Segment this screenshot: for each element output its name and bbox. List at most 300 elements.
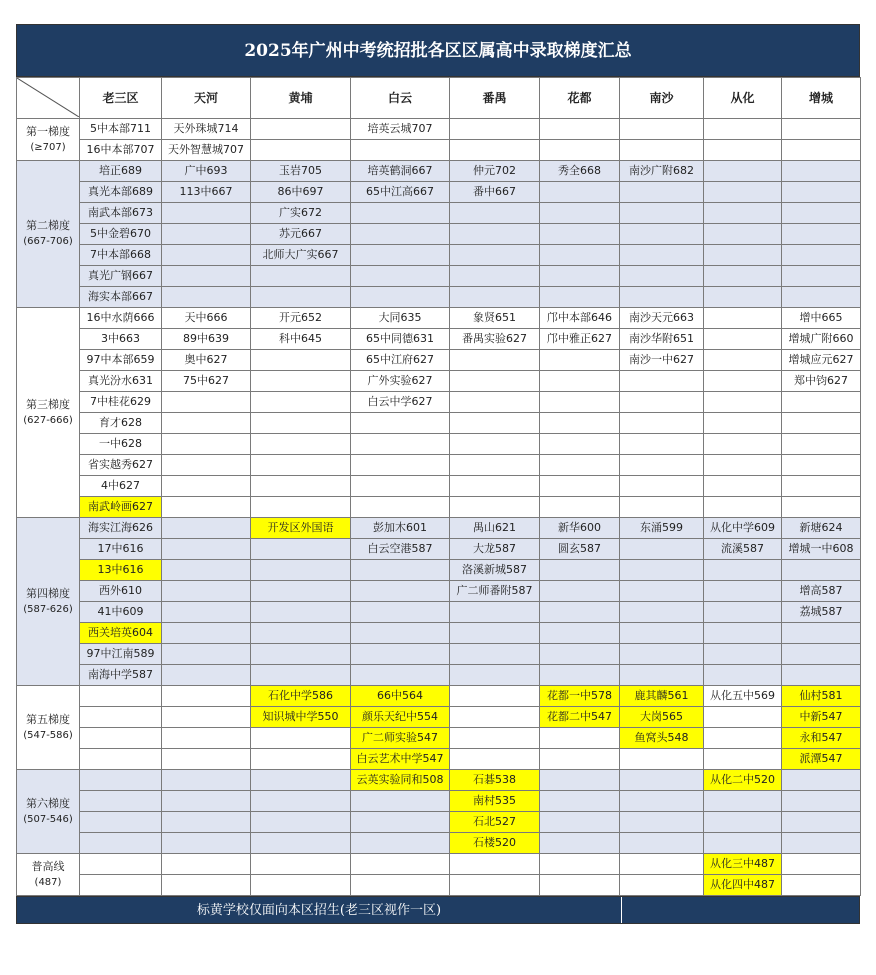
school-cell: 彭加木601 <box>351 518 450 539</box>
school-cell <box>782 119 861 140</box>
school-cell: 75中627 <box>162 371 251 392</box>
school-cell <box>540 287 620 308</box>
school-cell: 5中金碧670 <box>80 224 162 245</box>
school-cell <box>450 350 540 371</box>
school-cell <box>540 833 620 854</box>
school-cell <box>450 623 540 644</box>
school-cell <box>540 728 620 749</box>
school-cell <box>80 707 162 728</box>
table-row <box>17 686 861 707</box>
school-cell: 仙村581 <box>782 686 861 707</box>
school-cell: 郑中钧627 <box>782 371 861 392</box>
school-cell <box>450 224 540 245</box>
footer-divider <box>621 897 622 923</box>
school-cell <box>620 413 704 434</box>
school-cell <box>540 266 620 287</box>
school-cell <box>162 686 251 707</box>
school-cell: 天外珠城714 <box>162 119 251 140</box>
school-cell <box>704 203 782 224</box>
school-cell: 增中665 <box>782 308 861 329</box>
school-cell: 知识城中学550 <box>251 707 351 728</box>
table-row <box>17 203 861 224</box>
school-cell <box>251 791 351 812</box>
school-cell <box>540 392 620 413</box>
school-cell: 开元652 <box>251 308 351 329</box>
school-cell: 南海中学587 <box>80 665 162 686</box>
school-cell <box>782 245 861 266</box>
school-cell <box>251 266 351 287</box>
school-cell <box>80 875 162 896</box>
school-cell <box>450 854 540 875</box>
school-cell <box>162 497 251 518</box>
school-cell <box>620 224 704 245</box>
school-cell: 培英云城707 <box>351 119 450 140</box>
school-cell <box>162 728 251 749</box>
school-cell <box>704 455 782 476</box>
school-cell <box>80 770 162 791</box>
school-cell <box>620 854 704 875</box>
school-cell <box>450 497 540 518</box>
school-cell <box>704 350 782 371</box>
school-cell <box>540 602 620 623</box>
school-cell <box>704 224 782 245</box>
school-cell <box>251 392 351 413</box>
tier-name: 第三梯度 <box>26 397 70 411</box>
school-cell: 西关培英604 <box>80 623 162 644</box>
school-cell <box>782 644 861 665</box>
tier-range: (547-586) <box>23 729 73 741</box>
school-cell <box>351 602 450 623</box>
school-cell <box>450 392 540 413</box>
school-cell <box>450 245 540 266</box>
table-row <box>17 665 861 686</box>
school-cell <box>251 413 351 434</box>
table-row <box>17 623 861 644</box>
school-cell: 增高587 <box>782 581 861 602</box>
school-cell: 一中628 <box>80 434 162 455</box>
school-cell <box>620 392 704 413</box>
school-cell <box>351 497 450 518</box>
school-cell: 7中桂花629 <box>80 392 162 413</box>
table-row <box>17 518 861 539</box>
school-cell <box>351 854 450 875</box>
district-header: 天河 <box>162 78 251 119</box>
district-header: 白云 <box>351 78 450 119</box>
table-row <box>17 749 861 770</box>
school-cell <box>782 455 861 476</box>
school-cell <box>620 749 704 770</box>
summary-sheet <box>16 24 860 924</box>
tier-name: 第六梯度 <box>26 796 70 810</box>
school-cell: 16中水荫666 <box>80 308 162 329</box>
school-cell <box>351 560 450 581</box>
school-cell <box>351 455 450 476</box>
school-cell <box>620 434 704 455</box>
school-cell <box>704 644 782 665</box>
table-row <box>17 119 861 140</box>
school-cell <box>162 854 251 875</box>
school-cell <box>704 119 782 140</box>
school-cell <box>620 602 704 623</box>
school-cell: 石楼520 <box>450 833 540 854</box>
tier-name: 第二梯度 <box>26 219 70 232</box>
school-cell: 培英鹤洞667 <box>351 161 450 182</box>
school-cell <box>162 623 251 644</box>
school-cell <box>620 497 704 518</box>
school-cell: 培正689 <box>80 161 162 182</box>
tier-label <box>17 308 80 518</box>
school-cell <box>450 602 540 623</box>
footer-note <box>16 896 860 924</box>
school-cell <box>704 476 782 497</box>
school-cell: 玉岩705 <box>251 161 351 182</box>
school-cell <box>704 329 782 350</box>
table-row <box>17 497 861 518</box>
school-cell <box>782 812 861 833</box>
school-cell <box>620 539 704 560</box>
school-cell <box>80 791 162 812</box>
table-row <box>17 308 861 329</box>
school-cell <box>351 644 450 665</box>
district-header: 南沙 <box>620 78 704 119</box>
school-cell <box>162 791 251 812</box>
school-cell: 白云空港587 <box>351 539 450 560</box>
school-cell <box>620 791 704 812</box>
school-cell: 海实本部667 <box>80 287 162 308</box>
school-cell: 113中667 <box>162 182 251 203</box>
school-cell <box>620 665 704 686</box>
school-cell <box>450 686 540 707</box>
school-cell <box>704 560 782 581</box>
school-cell <box>450 749 540 770</box>
school-cell <box>351 623 450 644</box>
school-cell <box>251 854 351 875</box>
school-cell <box>620 644 704 665</box>
school-cell <box>620 875 704 896</box>
school-cell: 从化三中487 <box>704 854 782 875</box>
school-cell: 秀全668 <box>540 161 620 182</box>
school-cell <box>251 833 351 854</box>
table-row <box>17 812 861 833</box>
school-cell <box>162 812 251 833</box>
school-cell: 16中本部707 <box>80 140 162 161</box>
school-cell <box>782 833 861 854</box>
school-cell: 13中616 <box>80 560 162 581</box>
school-cell <box>540 644 620 665</box>
school-cell <box>782 266 861 287</box>
school-cell <box>162 518 251 539</box>
school-cell: 圆玄587 <box>540 539 620 560</box>
table-row <box>17 707 861 728</box>
school-cell <box>162 875 251 896</box>
school-cell: 广中693 <box>162 161 251 182</box>
school-cell <box>162 413 251 434</box>
table-row <box>17 350 861 371</box>
school-cell: 流溪587 <box>704 539 782 560</box>
school-cell: 苏元667 <box>251 224 351 245</box>
table-row <box>17 413 861 434</box>
table-row <box>17 581 861 602</box>
school-cell: 中新547 <box>782 707 861 728</box>
school-cell <box>351 581 450 602</box>
school-cell <box>704 434 782 455</box>
school-cell <box>351 203 450 224</box>
school-cell: 南沙华附651 <box>620 329 704 350</box>
school-cell <box>704 749 782 770</box>
school-cell: 省实越秀627 <box>80 455 162 476</box>
school-cell <box>162 665 251 686</box>
school-cell: 番禺实验627 <box>450 329 540 350</box>
school-cell <box>782 770 861 791</box>
school-cell <box>540 560 620 581</box>
school-cell <box>782 875 861 896</box>
school-cell: 新塘624 <box>782 518 861 539</box>
school-cell: 象贤651 <box>450 308 540 329</box>
school-cell <box>782 287 861 308</box>
table-row <box>17 539 861 560</box>
school-cell <box>351 266 450 287</box>
school-cell: 鹿其麟561 <box>620 686 704 707</box>
school-cell <box>351 476 450 497</box>
table-row <box>17 476 861 497</box>
school-cell <box>704 707 782 728</box>
school-cell <box>162 602 251 623</box>
school-cell <box>162 539 251 560</box>
school-cell <box>704 413 782 434</box>
school-cell <box>540 812 620 833</box>
school-cell <box>251 434 351 455</box>
school-cell <box>251 287 351 308</box>
school-cell <box>620 287 704 308</box>
tier-name: 第一梯度 <box>26 124 70 138</box>
tier-label <box>17 119 80 161</box>
school-cell: 荔城587 <box>782 602 861 623</box>
school-cell <box>162 707 251 728</box>
school-cell <box>620 140 704 161</box>
school-cell: 65中江府627 <box>351 350 450 371</box>
school-cell: 开发区外国语 <box>251 518 351 539</box>
school-cell <box>251 140 351 161</box>
school-cell <box>162 224 251 245</box>
school-cell: 65中江高667 <box>351 182 450 203</box>
school-cell <box>782 392 861 413</box>
school-cell <box>162 455 251 476</box>
school-cell: 5中本部711 <box>80 119 162 140</box>
district-header: 黄埔 <box>251 78 351 119</box>
school-cell: 4中627 <box>80 476 162 497</box>
school-cell <box>540 434 620 455</box>
school-cell <box>704 497 782 518</box>
table-row <box>17 287 861 308</box>
tier-range: (507-546) <box>23 813 73 825</box>
school-cell <box>540 140 620 161</box>
school-cell <box>251 560 351 581</box>
school-cell <box>704 245 782 266</box>
table-row <box>17 371 861 392</box>
school-cell <box>251 749 351 770</box>
school-cell: 大岗565 <box>620 707 704 728</box>
school-cell <box>620 770 704 791</box>
school-cell: 从化四中487 <box>704 875 782 896</box>
school-cell: 花都二中547 <box>540 707 620 728</box>
school-cell <box>162 266 251 287</box>
school-cell <box>620 476 704 497</box>
school-cell <box>782 203 861 224</box>
school-cell: 65中同德631 <box>351 329 450 350</box>
school-cell <box>540 350 620 371</box>
school-cell <box>351 833 450 854</box>
school-cell: 89中639 <box>162 329 251 350</box>
district-header: 番禺 <box>450 78 540 119</box>
school-cell <box>162 434 251 455</box>
school-cell: 西外610 <box>80 581 162 602</box>
school-cell <box>782 434 861 455</box>
school-cell: 大同635 <box>351 308 450 329</box>
table-row <box>17 602 861 623</box>
school-cell <box>782 182 861 203</box>
school-cell <box>620 245 704 266</box>
school-cell <box>351 287 450 308</box>
school-cell: 禺山621 <box>450 518 540 539</box>
school-cell: 真光广钢667 <box>80 266 162 287</box>
school-cell <box>162 749 251 770</box>
school-cell <box>620 560 704 581</box>
school-cell <box>540 581 620 602</box>
school-cell <box>620 119 704 140</box>
school-cell <box>450 476 540 497</box>
school-cell: 从化五中569 <box>704 686 782 707</box>
school-cell <box>251 119 351 140</box>
school-cell <box>251 875 351 896</box>
school-cell <box>704 791 782 812</box>
school-cell <box>450 287 540 308</box>
corner-cell <box>17 78 80 119</box>
school-cell: 鱼窝头548 <box>620 728 704 749</box>
table-row <box>17 266 861 287</box>
school-cell <box>450 455 540 476</box>
school-cell <box>80 686 162 707</box>
school-cell: 南武本部673 <box>80 203 162 224</box>
school-cell: 新华600 <box>540 518 620 539</box>
school-cell <box>351 245 450 266</box>
school-cell <box>162 833 251 854</box>
school-cell <box>704 392 782 413</box>
school-cell <box>620 371 704 392</box>
table-row <box>17 833 861 854</box>
school-cell <box>540 182 620 203</box>
tier-range: (627-666) <box>23 414 73 426</box>
school-cell <box>704 308 782 329</box>
table-row <box>17 455 861 476</box>
school-cell <box>704 665 782 686</box>
district-header: 老三区 <box>80 78 162 119</box>
school-cell <box>704 623 782 644</box>
school-cell: 广二师番附587 <box>450 581 540 602</box>
school-cell <box>540 623 620 644</box>
school-cell <box>540 875 620 896</box>
school-cell <box>351 434 450 455</box>
school-cell: 南沙广附682 <box>620 161 704 182</box>
table-row <box>17 161 861 182</box>
school-cell <box>351 812 450 833</box>
school-cell: 石碁538 <box>450 770 540 791</box>
school-cell <box>540 770 620 791</box>
school-cell <box>620 812 704 833</box>
school-cell <box>251 581 351 602</box>
school-cell: 真光本部689 <box>80 182 162 203</box>
school-cell <box>162 644 251 665</box>
table-row <box>17 245 861 266</box>
school-cell: 洛溪新城587 <box>450 560 540 581</box>
school-cell <box>450 707 540 728</box>
school-cell <box>620 581 704 602</box>
school-cell <box>620 833 704 854</box>
school-cell: 广实672 <box>251 203 351 224</box>
school-cell: 南沙天元663 <box>620 308 704 329</box>
school-cell <box>704 728 782 749</box>
school-cell: 3中663 <box>80 329 162 350</box>
school-cell <box>251 665 351 686</box>
school-cell: 白云中学627 <box>351 392 450 413</box>
school-cell: 奥中627 <box>162 350 251 371</box>
school-cell <box>450 665 540 686</box>
school-cell <box>351 413 450 434</box>
school-cell <box>620 182 704 203</box>
school-cell <box>540 455 620 476</box>
school-cell <box>540 665 620 686</box>
school-cell <box>540 224 620 245</box>
tier-label <box>17 161 80 308</box>
school-cell <box>540 245 620 266</box>
school-cell <box>351 791 450 812</box>
school-cell: 邝中雅正627 <box>540 329 620 350</box>
footer-text: 标黄学校仅面向本区招生(老三区视作一区) <box>196 903 442 918</box>
school-cell <box>162 287 251 308</box>
school-cell <box>80 854 162 875</box>
district-header: 增城 <box>782 78 861 119</box>
school-cell: 科中645 <box>251 329 351 350</box>
school-cell: 石化中学586 <box>251 686 351 707</box>
school-cell <box>162 560 251 581</box>
school-cell <box>251 497 351 518</box>
school-cell <box>251 644 351 665</box>
school-cell: 永和547 <box>782 728 861 749</box>
school-cell: 97中本部659 <box>80 350 162 371</box>
table-row <box>17 392 861 413</box>
school-cell <box>251 728 351 749</box>
school-cell: 真光汾水631 <box>80 371 162 392</box>
school-cell <box>251 770 351 791</box>
school-cell <box>80 749 162 770</box>
school-cell: 石北527 <box>450 812 540 833</box>
school-cell: 从化二中520 <box>704 770 782 791</box>
tier-label <box>17 518 80 686</box>
school-cell: 南武岭画627 <box>80 497 162 518</box>
school-cell: 97中江南589 <box>80 644 162 665</box>
school-cell <box>704 266 782 287</box>
school-cell <box>251 371 351 392</box>
school-cell <box>704 140 782 161</box>
school-cell <box>162 581 251 602</box>
school-cell: 7中本部668 <box>80 245 162 266</box>
school-cell: 颜乐天纪中554 <box>351 707 450 728</box>
table-row <box>17 728 861 749</box>
school-cell <box>251 350 351 371</box>
school-cell <box>704 287 782 308</box>
school-cell <box>162 476 251 497</box>
school-cell <box>80 728 162 749</box>
school-cell <box>450 266 540 287</box>
